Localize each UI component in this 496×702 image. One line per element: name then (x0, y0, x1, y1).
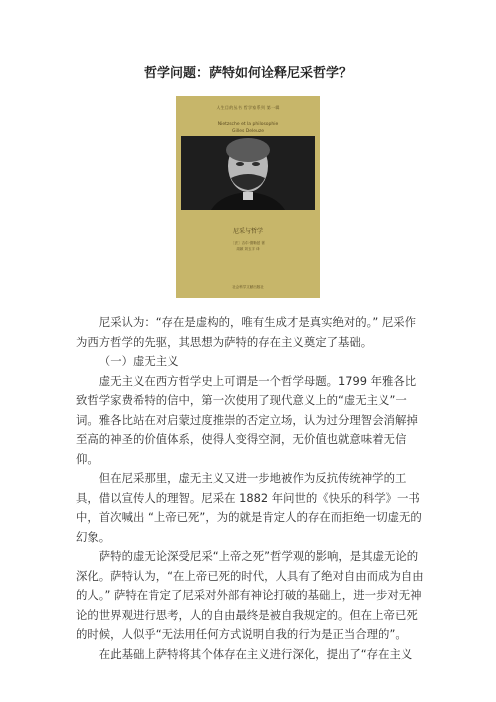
nietzsche-portrait (181, 136, 315, 210)
book-cover-image (176, 96, 320, 298)
portrait-illustration (181, 136, 315, 210)
cover-press: 社会科学文献出版社 (232, 285, 264, 289)
cover-zh-title: 尼采与哲学 (232, 228, 263, 235)
cover-en-title (176, 121, 320, 135)
cover-en-title-line1: Nietzsche et la philosophie (217, 122, 279, 127)
cover-authors-line2: 周颖 刘玉宇 译 (236, 247, 260, 251)
paragraph: 在此基础上萨特将其个体存在主义进行深化，提出了“存在主义 (98, 646, 413, 661)
cover-series: 人生目的丛书 哲学家系列 第一辑 (216, 105, 280, 110)
paragraph: 虚无主义在西方哲学史上可谓是一个哲学母题。1799 年雅各比致哲学家费希特的信中，第一次使用了现代意义上的“虚无主义”一词。雅各比站在对启蒙过度推崇的否定立场，认为过分理智会消解掉至高的神圣的价值体系，使得人变得空洞，无价值也就意味着无信仰。 (76, 373, 418, 466)
article-body (76, 313, 424, 664)
cover-authors (176, 240, 320, 252)
section-heading: （一）虚无主义 (98, 354, 179, 368)
paragraph: 尼采认为：“存在是虚构的，唯有生成才是真实绝对的。” 尼采作为西方哲学的先驱，其思想为萨特的存在主义奠定了基础。 (76, 315, 417, 349)
cover-en-title-line2: Gilles Deleuze (231, 129, 265, 134)
paragraph: 萨特的虚无论深受尼采“上帝之死”哲学观的影响，是其虚无论的深化。萨特认为，“在上帝已死的时代，人具有了绝对自由而成为自由的人。” 萨特在肯定了尼采对外部有神论打破的基础上，进一步对无神论的世界观进行思考，人的自由最终是被自我规定的。但在上帝已死的时候，人似乎“无法用任何方式说明自我的行为是正当合理的”。 (76, 549, 424, 641)
cover-authors-line1: ［法］吉尔·德勒兹 著 (231, 241, 265, 245)
paragraph: 但在尼采那里，虚无主义又进一步地被作为反抗传统神学的工具，借以宣传人的理智。尼采在 1882 年问世的《快乐的科学》一书中，首次喊出 “上帝已死”，为的就是肯定人的存在而拒绝一切虚无的幻象。 (76, 471, 422, 544)
article-title: 哲学问题：萨特如何诠释尼采哲学？ (143, 66, 352, 81)
